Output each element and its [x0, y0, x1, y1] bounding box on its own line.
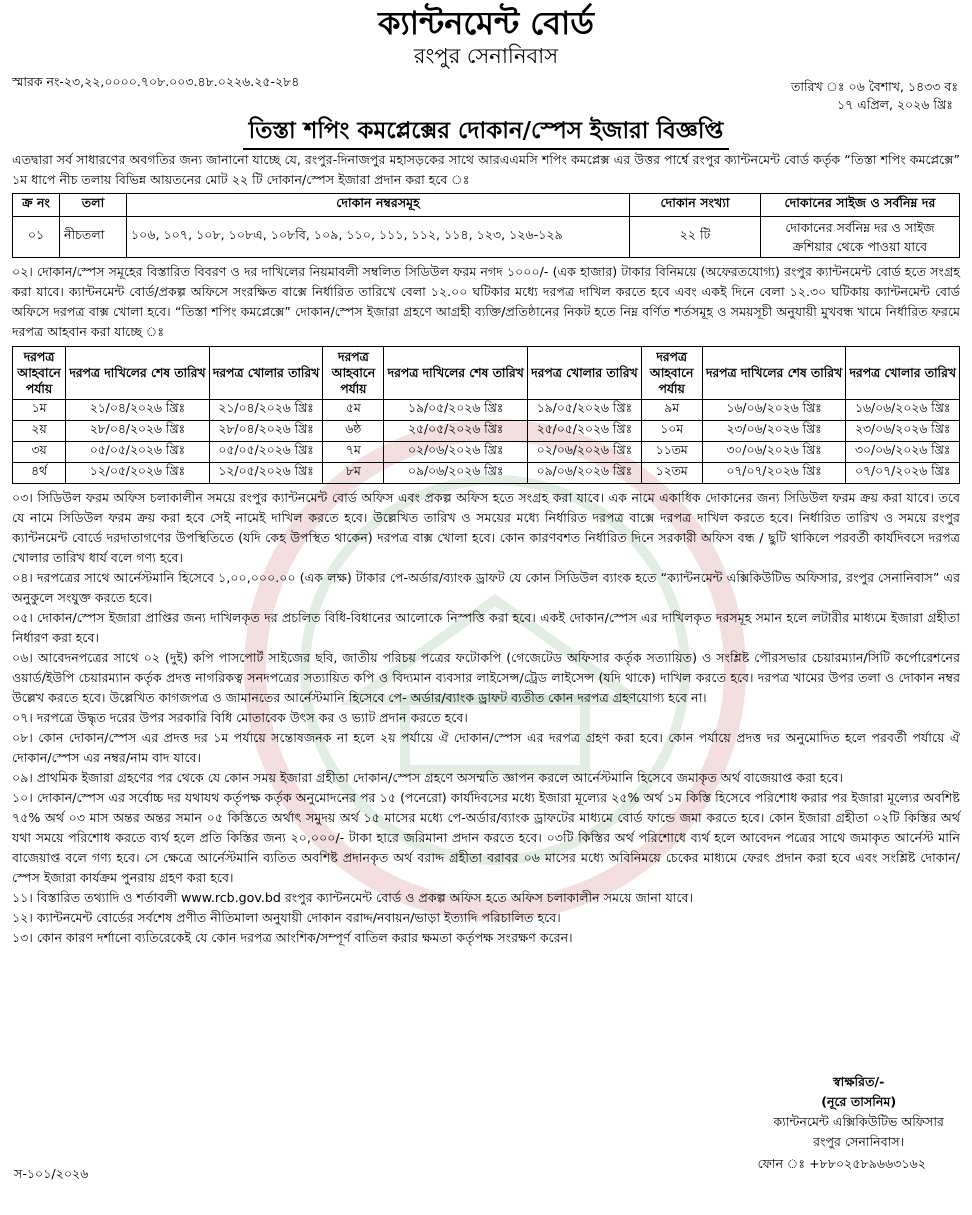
schedule-cell: ৪র্থ [13, 463, 66, 484]
schedule-cell: ০৫/০৫/২০২৬ খ্রিঃ [66, 442, 210, 463]
paragraph-05: ০৫। দোকান/স্পেস ইজারা প্রাপ্তির জন্য দাখিলকৃত দর প্রচলিত বিধি-বিধানের আলোকে নিস্পত্তি করা হবে। একই দোকান/স্পেস এর দাখিলকৃত দরসমূহ সমান হলে লটারীর মাধ্যমে ইজারা গ্রহীতা নির্ধারণ করা হবে। [12, 610, 960, 645]
schedule-cell: ১৯/০৫/২০২৬ খ্রিঃ [528, 400, 642, 421]
paragraph-04: ০৪। দরপত্রের সাথে আর্নেস্টমানি হিসেবে ১,০০,০০০.০০ (এক লক্ষ) টাকার পে-অর্ডার/ব্যাংক ড্রাফট যে কোন সিডিউল ব্যাংক হতে “ক্যান্টনমেন্ট এক্সিকিউটিভ অফিসার, রংপুর সেনানিবাস” এর অনুকুলে সংযুক্ত করতে হবে। [12, 570, 960, 605]
schedule-header-submit: দরপত্র দাখিলের শেষ তারিখ [702, 347, 846, 400]
schedule-cell: ৬ষ্ঠ [323, 421, 384, 442]
shop-table [12, 193, 960, 258]
footer-reference: স-১০১/২০২৬ [14, 1166, 89, 1181]
notice-page [12, 4, 960, 948]
signature-block [773, 1072, 944, 1152]
schedule-cell: ১২/০৫/২০২৬ খ্রিঃ [209, 463, 323, 484]
paragraph-09: ০৯। প্রাথমিক ইজারা গ্রহণের পর থেকে যে কোন সময় ইজারা গ্রহীতা দোকান/স্পেস গ্রহণে অসম্মতি জ্ঞাপন করলে আর্নেস্টমানি হিসেবে জমাকৃত অর্থ বাজেয়াপ্ত করা হবে। [12, 770, 843, 785]
signatory-name: (নূরে তাসনিম) [821, 1094, 897, 1109]
signatory-office: রংপুর সেনানিবাস। [813, 1134, 905, 1149]
schedule-cell: ০২/০৬/২০২৬ খ্রিঃ [528, 442, 642, 463]
schedule-cell: ৭ম [323, 442, 384, 463]
schedule-cell: ১৬/০৬/২০২৬ খ্রিঃ [702, 400, 846, 421]
schedule-header-phase: দরপত্র আহবানে পর্যায় [323, 347, 384, 400]
schedule-cell: ০৯/০৬/২০২৬ খ্রিঃ [528, 463, 642, 484]
memo-number: স্মারক নং-২৩,২২,০০০০.৭০৮.০০৩.৪৮.০২২৬.২৫-২৮৪ [12, 74, 300, 89]
schedule-header-phase: দরপত্র আহবানে পর্যায় [13, 347, 66, 400]
schedule-cell: ০৭/০৭/২০২৬ খ্রিঃ [702, 463, 846, 484]
phone-number: ফোন ঃ +৮৮০২৫৮৯৬৬৩১৬২ [757, 1156, 926, 1171]
paragraph-03: ০৩। সিডিউল ফরম অফিস চলাকালীন সময়ে রংপুর ক্যান্টনমেন্ট বোর্ড অফিস এবং প্রকল্প অফিস হতে সংগ্রহ করা যাবে। এক নামে একাধিক দোকানের জন্য সিডিউল ফরম ক্রয় করা যাবে। তবে যে নামে সিডিউল ফরম ক্রয় করা হবে সেই নামেই দাখিল করতে হবে। উল্লেখিত তারিখ ও সময়ের মধ্যে নির্ধারিত দরপত্র বাক্সে দরপত্র দাখিল করতে হবে। নির্ধারিত তারিখ ও সময়ে রংপুর ক্যান্টনমেন্ট বোর্ডে দরদাতাগণের উপস্থিতিতে (যদি কেহ উপস্থিত থাকেন) দরপত্র বাক্স খোলা হবে। কোন কারণবশত নির্ধারিত দিনে সরকারী অফিস বন্ধ / ছুটি থাকিলে পরবর্তী কার্যদিবসে দরপত্র খোলার তারিখ ধার্য বলে গণ্য হবে। [12, 490, 960, 565]
notice-headline: তিস্তা শপিং কমপ্লেক্সের দোকান/স্পেস ইজারা বিজ্ঞপ্তি [243, 116, 730, 150]
schedule-cell: ৮ম [323, 463, 384, 484]
schedule-header-open: দরপত্র খোলার তারিখ [846, 347, 960, 400]
schedule-cell: ৩০/০৬/২০২৬ খ্রিঃ [846, 442, 960, 463]
schedule-cell: ২৫/০৫/২০২৬ খ্রিঃ [528, 421, 642, 442]
schedule-cell: ০৯/০৬/২০২৬ খ্রিঃ [384, 463, 528, 484]
shop-size-rate [761, 217, 960, 258]
paragraph-06: ০৬। আবেদনপত্রের সাথে ০২ (দুই) কপি পাসপোর্ট সাইজের ছবি, জাতীয় পরিচয় পত্রের ফটোকপি (গেজেটেড অফিসার কর্তৃক সত্যায়িত) ও সংশ্লিষ্ট পৌরসভার চেয়ারম্যান/সিটি কর্পোরেশনের ওয়ার্ড/ইউপি চেয়ারম্যান কর্তৃক প্রদত্ত নাগরিকত্ব সনদপত্রের সত্যায়িত কপি ও বিদ্যমান ব্যবসার লাইসেন্স/ট্রেড লাইসেন্স (যদি থাকে) দাখিল করতে হবে। দরপত্র খামের উপর তলা ও দোকান নম্বর উল্লেখ করতে হবে। উল্লেখিত কাগজপত্র ও জামানতের আর্নেস্টমানি হিসেবে পে- অর্ডার/ব্যাংক ড্রাফট ব্যতীত কোন দরপত্র গ্রহণযোগ্য হবে না। [12, 650, 960, 705]
schedule-header-submit: দরপত্র দাখিলের শেষ তারিখ [66, 347, 210, 400]
table-row [13, 421, 960, 442]
shop-size-line1: দোকানের সর্বনিম্ন দর ও সাইজ [785, 220, 935, 235]
schedule-cell: ২৮/০৪/২০২৬ খ্রিঃ [209, 421, 323, 442]
shop-numbers: ১০৬, ১০৭, ১০৮, ১০৮এ, ১০৮বি, ১০৯, ১১০, ১১১, ১১২, ১১৪, ১২৩, ১২৬-১২৯ [127, 217, 630, 258]
paragraph-07: ০৭। দরপত্রে উদ্ধৃত দরের উপর সরকারি বিধি মোতাবেক উৎস কর ও ভ্যাট প্রদান করতে হবে। [12, 710, 468, 725]
shop-count: ২২ টি [630, 217, 761, 258]
schedule-cell: ২১/০৪/২০২৬ খ্রিঃ [209, 400, 323, 421]
date-label: তারিখ ঃ [791, 79, 845, 94]
schedule-cell: ২৫/০৫/২০২৬ খ্রিঃ [384, 421, 528, 442]
schedule-cell: ১২তম [641, 463, 702, 484]
date-english: ১৭ এপ্রিল, ২০২৬ খ্রিঃ [837, 97, 953, 112]
board-subtitle: রংপুর সেনানিবাস [413, 44, 559, 68]
schedule-cell: ১০ম [641, 421, 702, 442]
signed-text: স্বাক্ষরিত/- [833, 1074, 885, 1089]
paragraph-08: ০৮। কোন দোকান/স্পেস এর প্রদত্ত দর ১ম পর্যায়ে সন্তোষজনক না হলে ২য় পর্যায়ে ঐ দোকান/স্পেস এর দরপত্র গ্রহণ করা হবে। কোন পর্যায়ে প্রদত্ত দর অনুমোদিত হলে পরবর্তী পর্যায়ে ঐ দোকান/স্পেস এর নম্বর/নাম বাদ যাবে। [12, 730, 960, 765]
notice-date [791, 78, 958, 114]
schedule-cell: ৩০/০৬/২০২৬ খ্রিঃ [702, 442, 846, 463]
table-row [13, 442, 960, 463]
shop-table-header: দোকানের সাইজ ও সর্বনিম্ন দর [761, 194, 960, 217]
shop-size-line2: ক্রশিয়ার থেকে পাওয়া যাবে [792, 239, 928, 254]
paragraph-12: ১২। ক্যান্টনমেন্ট বোর্ডের সর্বশেষ প্রণীত নীতিমালা অনুযায়ী দোকান বরাদ্দ/নবায়ন/ভাড়া ইত্যাদি পরিচালিত হবে। [12, 910, 561, 925]
shop-table-header: দোকান নম্বরসমূহ [127, 194, 630, 217]
signatory-designation: ক্যান্টনমেন্ট এক্সিকিউটিভ অফিসার [773, 1114, 944, 1129]
schedule-cell: ০৫/০৫/২০২৬ খ্রিঃ [209, 442, 323, 463]
board-title: ক্যান্টনমেন্ট বোর্ড [378, 4, 594, 42]
schedule-cell: ১৯/০৫/২০২৬ খ্রিঃ [384, 400, 528, 421]
schedule-header-submit: দরপত্র দাখিলের শেষ তারিখ [384, 347, 528, 400]
date-bengali: ০৬ বৈশাখ, ১৪৩৩ বঃ [848, 79, 958, 94]
paragraph-11: ১১। বিস্তারিত তথ্যাদি ও শর্তাবলী www.rcb.gov.bd রংপুর ক্যান্টনমেন্ট বোর্ড ও প্রকল্প অফিস হতে অফিস চলাকালীন সময়ে জানা যাবে। [12, 890, 694, 905]
schedule-cell: ২১/০৪/২০২৬ খ্রিঃ [66, 400, 210, 421]
schedule-cell: ১ম [13, 400, 66, 421]
schedule-cell: ২৩/০৬/২০২৬ খ্রিঃ [702, 421, 846, 442]
paragraph-13: ১৩। কোন কারণ দর্শানো ব্যতিরেকেই যে কোন দরপত্র আংশিক/সম্পূর্ণ বাতিল করার ক্ষমতা কর্তৃপক্ষ সংরক্ষণ করেন। [12, 930, 573, 945]
shop-table-header: দোকান সংখ্যা [630, 194, 761, 217]
shop-table-header: ক্র নং [13, 194, 60, 217]
table-row [13, 463, 960, 484]
schedule-cell: ২৮/০৪/২০২৬ খ্রিঃ [66, 421, 210, 442]
paragraph-10: ১০। দোকান/স্পেস এর সর্বোচ্চ দর যথাযথ কর্তৃপক্ষ কর্তৃক অনুমোদনের পর ১৫ (পনেরো) কার্যদিবসের মধ্যে ইজারা মূল্যের ২৫% অর্থ ১ম কিস্তি হিসেবে পরিশোধ করার পর ইজারা মূল্যের অবশিষ্ট ৭৫% অর্থ ০৩ মাস অন্তর অন্তর সমান ০৫ কিস্তিতে অর্থাৎ সমুদয় অর্থ ১৫ মাসের মধ্যে পে-অর্ডার/ব্যাংক ড্রাফটের মাধ্যমে বোর্ড ফান্ডে জমা করতে হবে। কোন ইজারা গ্রহীতা ০২টি কিস্তির অর্থ যথা সময়ে পরিশোধ করতে ব্যর্থ হলে প্রতি কিস্তির জন্য ২০,০০০/- টাকা হারে জরিমানা প্রদান করতে হবে। ০৩টি কিস্তির অর্থ পরিশোধে ব্যর্থ হলে আবেদন পত্রের সাথে জমাকৃত আর্নেস্ট মানি বাজেয়াপ্ত বলে গণ্য হবে। সে ক্ষেত্রে আর্নেস্টমানি ব্যতিত অবশিষ্ট প্রদানকৃত অর্থ বরাদ্দ গ্রহীতা বরাবর ০৬ মাসের মধ্যে অবিনিময়ে চেকের মাধ্যমে ফেরৎ প্রদান করা হবে এবং সংশ্লিষ্ট দোকান/স্পেস ইজারা কার্যক্রম পুনরায় গ্রহণ করা হবে। [12, 790, 960, 885]
schedule-cell: ৯ম [641, 400, 702, 421]
schedule-cell: ১২/০৫/২০২৬ খ্রিঃ [66, 463, 210, 484]
schedule-cell: ৫ম [323, 400, 384, 421]
schedule-cell: ২য় [13, 421, 66, 442]
reference-row [12, 70, 960, 114]
schedule-header-open: দরপত্র খোলার তারিখ [209, 347, 323, 400]
table-row [13, 217, 960, 258]
schedule-cell: ০৭/০৭/২০২৬ খ্রিঃ [846, 463, 960, 484]
intro-paragraph: এতদ্বারা সর্ব সাধারণের অবগতির জন্য জানানো যাচ্ছে যে, রংপুর-দিনাজপুর মহাসড়কের সাথে আরএএমসি শপিং কমপ্লেক্স এর উত্তর পার্শ্বে রংপুর ক্যান্টনমেন্ট বোর্ড কর্তৃক “তিস্তা শপিং কমপ্লেক্সে” ১ম ধাপে নীচ তলায় বিভিন্ন আয়তনের মোট ২২ টি দোকান/স্পেস ইজারা প্রদান করা হবে ঃ [12, 152, 960, 187]
schedule-table [12, 346, 960, 484]
schedule-cell: ২৩/০৬/২০২৬ খ্রিঃ [846, 421, 960, 442]
schedule-header-phase: দরপত্র আহবানে পর্যায় [641, 347, 702, 400]
shop-floor: নীচতলা [60, 217, 127, 258]
schedule-cell: ১১তম [641, 442, 702, 463]
schedule-cell: ১৬/০৬/২০২৬ খ্রিঃ [846, 400, 960, 421]
shop-table-header: তলা [60, 194, 127, 217]
schedule-cell: ৩য় [13, 442, 66, 463]
schedule-cell: ০২/০৬/২০২৬ খ্রিঃ [384, 442, 528, 463]
table-row [13, 400, 960, 421]
paragraph-02: ০২। দোকান/স্পেস সমূহের বিস্তারিত বিবরণ ও দর দাখিলের নিয়মাবলী সম্বলিত সিডিউল ফরম নগদ ১০০০/- (এক হাজার) টাকার বিনিময়ে (অফেরতযোগ্য) রংপুর ক্যান্টনমেন্ট বোর্ড হতে সংগ্রহ করা যাবে। ক্যান্টনমেন্ট বোর্ড/প্রকল্প অফিসে সংরক্ষিত বাক্সে নির্ধারিত তারিখে বেলা ১২.০০ ঘটিকার মধ্যে দরপত্র দাখিল করতে হবে এবং একই দিনে বেলা ১২.৩০ ঘটিকায় ক্যান্টনমেন্ট বোর্ড অফিসে দরপত্র বাক্স খোলা হবে। “তিস্তা শপিং কমপ্লেক্সে” দোকান/স্পেস ইজারা গ্রহণে আগ্রহী ব্যক্তি/প্রতিষ্ঠানের নিকট হতে নিম্ন বর্ণিত শর্তসমূহ ও সময়সূচী অনুযায়ী মুখবন্ধ খামে নির্ধারিত ফরমে দরপত্র আহবান করা যাচ্ছে ঃ [12, 264, 960, 339]
shop-sl: ০১ [13, 217, 60, 258]
schedule-header-open: দরপত্র খোলার তারিখ [528, 347, 642, 400]
